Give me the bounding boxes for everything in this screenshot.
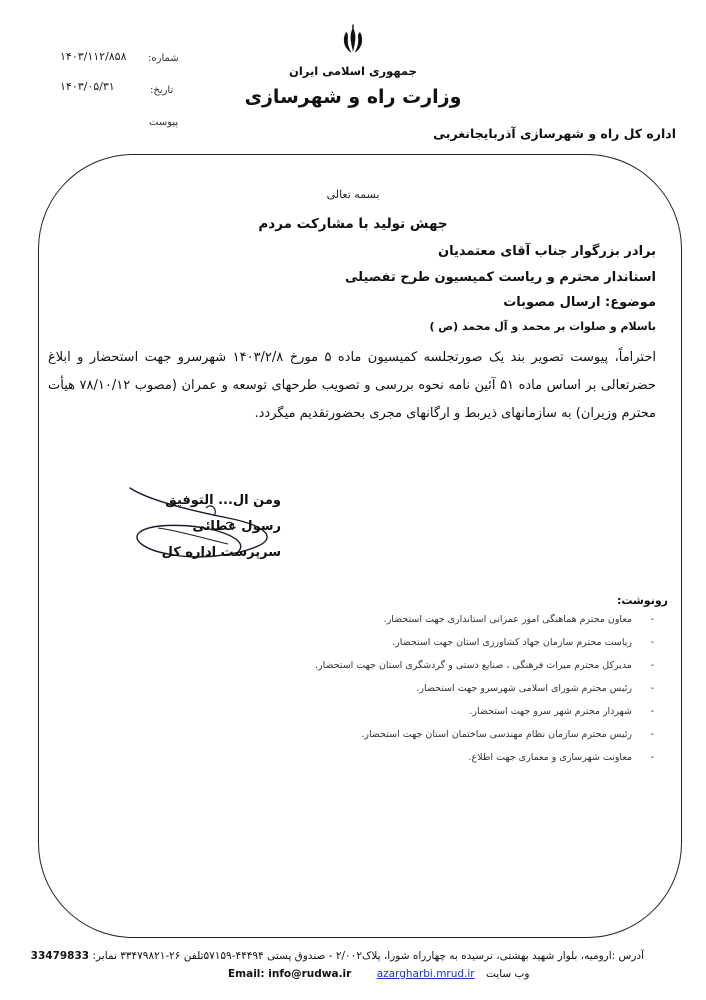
footer-email[interactable]: Email: info@rudwa.ir	[228, 968, 352, 980]
country-name: جمهوری اسلامی ایران	[289, 64, 417, 78]
closing-phrase: ومن ال... التوفیق	[165, 493, 281, 508]
cc-item: - معاونت شهرسازی و معماری جهت اطلاع.	[234, 746, 654, 769]
footer-website-link[interactable]: azargharbi.mrud.ir	[376, 968, 475, 980]
letter-date-value: ۱۴۰۳/۰۵/۳۱	[60, 80, 115, 93]
letter-date-label: تاریخ:	[150, 85, 174, 96]
footer-address-line	[31, 950, 644, 962]
footer-website-label: وب سایت	[485, 968, 530, 980]
footer-fax: 33479833	[30, 950, 90, 962]
ministry-name: وزارت راه و شهرسازی	[244, 86, 462, 108]
letter-number-value: ۱۴۰۳/۱۱۲/۸۵۸	[60, 50, 127, 63]
iran-emblem-icon	[337, 24, 369, 56]
cc-list	[234, 608, 654, 769]
cc-item: - مدیرکل محترم میراث فرهنگی ، صنایع دستی و گردشگری استان جهت استحضار.	[234, 654, 654, 677]
salutation: باسلام و صلوات بر محمد و آل محمد (ص )	[429, 320, 656, 333]
office-name: اداره کل راه و شهرسازی آذربایجانغربی	[433, 126, 676, 141]
cc-item: - شهردار محترم شهر سرو جهت استحضار.	[234, 700, 654, 723]
attachment-label: پیوست	[149, 117, 179, 128]
cc-item: - رئیس محترم سازمان نظام مهندسی ساختمان استان جهت استحضار.	[234, 723, 654, 746]
recipient-line-1: برادر بزرگوار جناب آقای معتمدیان	[438, 244, 656, 259]
letter-subject: موضوع: ارسال مصوبات	[503, 295, 656, 310]
cc-title: رونوشت:	[616, 594, 668, 607]
letter-body: احتراماً، پیوست تصویر بند یک صورتجلسه کمیسیون ماده ۵ مورخ ۱۴۰۳/۲/۸ شهرسرو جهت استحضار و ابلاغ حضرتعالی بر اساس ماده ۵۱ آئین نامه نحوه بررسی و تصویب طرحهای توسعه و عمران (مصوب ۷۸/۱۰/۱۲ هیأت محترم وزیران) به سازمانهای ذیربط و ارگانهای مجری بحضورتقدیم میگردد.	[48, 350, 657, 421]
letter-number-label: شماره:	[148, 53, 179, 64]
cc-item: - ریاست محترم سازمان جهاد کشاورزی استان جهت استحضار.	[234, 631, 654, 654]
cc-item: - رئیس محترم شورای اسلامی شهرسرو جهت استحضار.	[234, 677, 654, 700]
footer-address: آدرس :ارومیه، بلوار شهید بهشتی، نرسیده به چهارراه شورا، پلاک۲/۰۰۲ - صندوق پستی ۴۴۴۹۴-۵۷۱۵۹تلفن ۲۶-۳۳۴۷۹۸۲۱ نمابر:	[92, 950, 644, 962]
year-slogan: جهش تولید با مشارکت مردم	[258, 216, 448, 232]
footer-contact-line	[228, 968, 530, 980]
signer-name: رسول عطائی	[192, 519, 281, 534]
cc-item: - معاون محترم هماهنگی امور عمرانی استانداری جهت استحضار.	[234, 608, 654, 631]
recipient-line-2: استاندار محترم و ریاست کمیسیون طرح تفصیلی	[344, 270, 656, 285]
bismillah-heading: بسمه تعالی	[326, 188, 380, 201]
signer-title: سرپرست اداره کل	[161, 545, 281, 560]
